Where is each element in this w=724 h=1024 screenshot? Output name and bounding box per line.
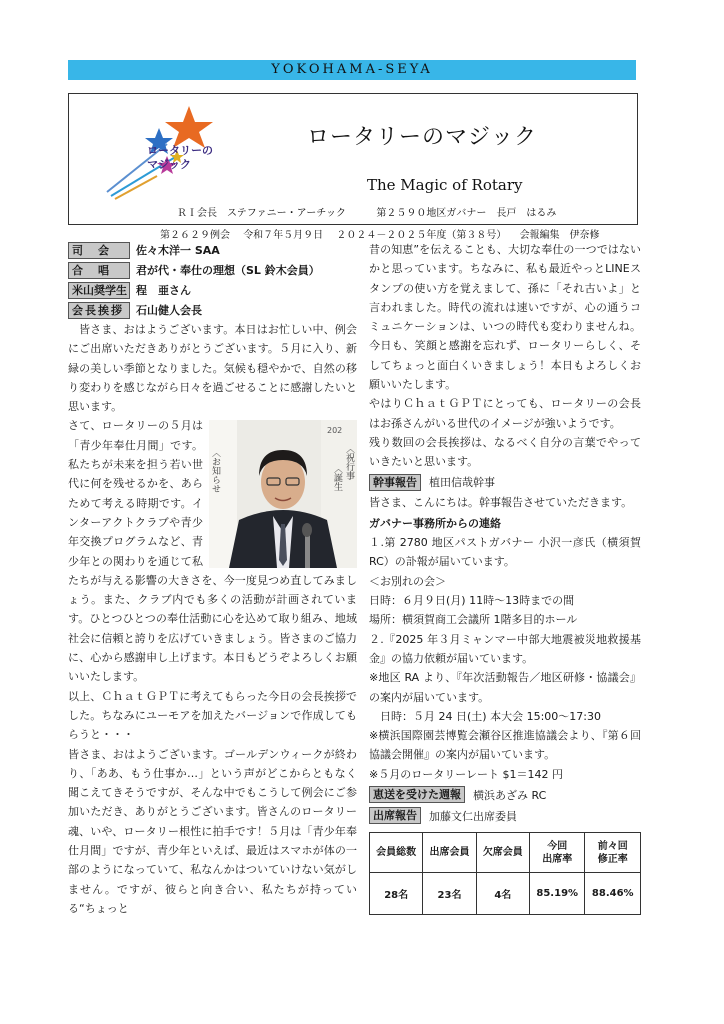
bulletin-received-value: 横浜あざみ RC bbox=[473, 788, 547, 802]
attendance-report-row bbox=[369, 805, 641, 826]
logo-text-line1: ロータリーの bbox=[147, 144, 213, 157]
attendance-value: 85.19% bbox=[529, 873, 584, 915]
left-column bbox=[68, 240, 357, 918]
gov-item: １.第 2780 地区パストガバナー 小沢一彦氏（横須賀 RC）の訃報が届いています。 bbox=[369, 536, 641, 569]
bulletin-received-row bbox=[369, 784, 641, 805]
gov-item: ※５月のロータリーレート $1＝142 円 bbox=[369, 767, 563, 781]
attendance-header: 今回 出席率 bbox=[529, 833, 584, 873]
photo-sign-year: 202 bbox=[327, 426, 343, 436]
attendance-value: 4名 bbox=[476, 873, 529, 915]
attendance-header: 出席会員 bbox=[423, 833, 476, 873]
fiscal-year-issue: ２０２４－２０２５年度（第３８号） bbox=[336, 230, 507, 241]
role-value: 程 亜さん bbox=[136, 284, 191, 297]
attendance-header: 欠席会員 bbox=[476, 833, 529, 873]
role-label: 司 会 bbox=[68, 242, 130, 259]
role-label: 米山奨学生 bbox=[68, 282, 130, 299]
attendance-header: 前々回 修正率 bbox=[585, 833, 641, 873]
greeting-closing: 残り数回の会長挨拶は、なるべく自分の言葉でやっていきたいと思います。 bbox=[369, 435, 641, 469]
issue-info bbox=[160, 226, 610, 241]
gov-item: ※地区 RA より、『年次活動報告／地区研修・協議会』の案内が届いています。 bbox=[369, 671, 641, 704]
role-row bbox=[68, 300, 357, 320]
greeting-continued: 昔の知恵”を伝えることも、大切な奉仕の一つではないかと思っています。ちなみに、私も最近やっとLINEスタンプの使い方を覚えまして、孫に「それ古いよ」と言われました。時代の流れは速いですが、心の通うコミュニケーションは、いつの時代も変わりませんね。今日も、笑顔と感謝を忘れず、ロータリーらしく、そしてちょっと面白くいきましょう！本日もよろしくお願いいたします。 bbox=[369, 243, 641, 392]
secretary-name: 植田信哉幹事 bbox=[429, 476, 495, 490]
gov-item: ※横浜国際園芸博覧会瀬谷区推進協議会より、『第６回協議会開催』の案内が届いています。 bbox=[369, 729, 641, 762]
attendance-officer: 加藤文仁出席委員 bbox=[429, 809, 517, 823]
greeting-with-photo bbox=[68, 416, 357, 686]
ri-president: ＲＩ会長 ステファニー・アーチック bbox=[177, 208, 346, 219]
role-label: 会長挨拶 bbox=[68, 302, 130, 319]
attendance-value-row bbox=[370, 873, 641, 915]
attendance-report-label: 出席報告 bbox=[369, 807, 421, 824]
bulletin-received-label: 恵送を受けた週報 bbox=[369, 786, 465, 803]
president-greeting-p2: さて、ロータリーの５月は「青少年奉仕月間」です。私たちが未来を担う若い世代に何を残せるかを、あらためて考える時期です。インターアクトクラブや青少年交換プログラムなど、青少年との関わりを通じて私たちが与える影響の大きさを、今一度見つめ直してみましょう。また、クラブ内でも多くの活動が計画されています。ひとつひとつの奉仕活動に心を込めて取り組み、地域社会に信頼と誇りを広げていきましょう。皆さまのご協力に、心から感謝申し上げます。本日もどうぞよろしくお願いいたします。 bbox=[68, 419, 357, 684]
newsletter-banner: YOKOHAMA-SEYA bbox=[68, 60, 636, 80]
logo-text-line2: マジック bbox=[147, 158, 191, 171]
president-greeting-p1: 皆さま、おはようございます。本日はお忙しい中、例会にご出席いただきありがとうございます。５月に入り、新緑の美しい季節となりました。気候も穏やかで、自然の移り変わりを感じながら日々を過ごせることに感謝したいと思います。 bbox=[68, 323, 357, 414]
gov-item: 日時：５月 24 日(土) 本大会 15:00～17:30 bbox=[369, 709, 601, 723]
gov-item: 日時：６月９日(月) 11時～13時までの間 bbox=[369, 594, 575, 608]
role-value: 石山健人会長 bbox=[136, 304, 202, 317]
role-value: 君が代・奉仕の理想（SL 鈴木会員） bbox=[136, 264, 320, 277]
gov-item: 場所：横須賀商工会議所 1階多目的ホール bbox=[369, 613, 578, 627]
attendance-table bbox=[369, 832, 641, 915]
attendance-header: 会員総数 bbox=[370, 833, 423, 873]
attendance-value: 28名 bbox=[370, 873, 423, 915]
role-row bbox=[68, 280, 357, 300]
president-greeting-p4: 皆さま、おはようございます。ゴールデンウィークが終わり、「ああ、もう仕事か…」という声がどこからともなく聞こえてきそうですが、そんな中でもこうして例会にご参加いただき、ありがとうございます。皆さんのロータリー魂、いや、ロータリー根性に拍手です！５月は「青少年奉仕月間」ですが、青少年といえば、最近はスマホが体の一部のようになっていて、私なんかはついていけない気がしません。ですが、彼らと向き合い、私たちが持っている“ちょっと bbox=[68, 747, 357, 915]
secretary-report-text: 皆さま、こんにちは。幹事報告させていただきます。 bbox=[369, 495, 633, 509]
photo-sign-1: 〈お知らせ bbox=[210, 448, 220, 494]
header-box bbox=[68, 93, 638, 225]
president-photo-illustration bbox=[209, 420, 357, 568]
role-row bbox=[68, 260, 357, 280]
gov-item: ＜お別れの会＞ bbox=[369, 574, 446, 588]
president-photo bbox=[209, 420, 357, 568]
meeting-number: 第２６２９例会 bbox=[160, 230, 230, 241]
role-row bbox=[68, 240, 357, 260]
attendance-value: 23名 bbox=[423, 873, 476, 915]
logo-text bbox=[147, 144, 213, 172]
meeting-date: 令和７年５月９日 bbox=[243, 230, 324, 241]
title-english: The Magic of Rotary bbox=[367, 176, 523, 194]
officers-line bbox=[177, 204, 556, 219]
title-japanese: ロータリーのマジック bbox=[307, 125, 538, 150]
photo-sign-2: 〈祝行事 bbox=[344, 444, 354, 481]
president-greeting-p3: 以上、ＣｈａｔＧＰＴに考えてもらった今日の会長挨拶でした。ちなみにユーモアを加えたバージョンで作成してもらうと・・・ bbox=[68, 689, 357, 742]
governor-office-heading: ガバナー事務所からの連絡 bbox=[369, 516, 501, 530]
greeting-comment: やはりＣｈａｔＧＰＴにとっても、ロータリーの会長はお孫さんがいる世代のイメージが強いようです。 bbox=[369, 397, 641, 430]
editor: 会報編集 伊奈修 bbox=[519, 230, 600, 241]
attendance-header-row bbox=[370, 833, 641, 873]
district-governor: 第２５９０地区ガバナー 長戸 はるみ bbox=[376, 208, 557, 219]
right-column bbox=[369, 240, 641, 915]
attendance-value: 88.46% bbox=[585, 873, 641, 915]
gov-item: ２.『2025 年３月ミャンマー中部大地震被災地救援基金』の協力依頼が届いています。 bbox=[369, 632, 641, 665]
governor-office-items bbox=[369, 533, 641, 784]
secretary-report-label: 幹事報告 bbox=[369, 474, 421, 491]
photo-sign-3: 〈誕生 bbox=[332, 464, 342, 492]
role-label: 合 唱 bbox=[68, 262, 130, 279]
role-value: 佐々木洋一 SAA bbox=[136, 244, 220, 257]
secretary-report-header bbox=[369, 472, 641, 493]
